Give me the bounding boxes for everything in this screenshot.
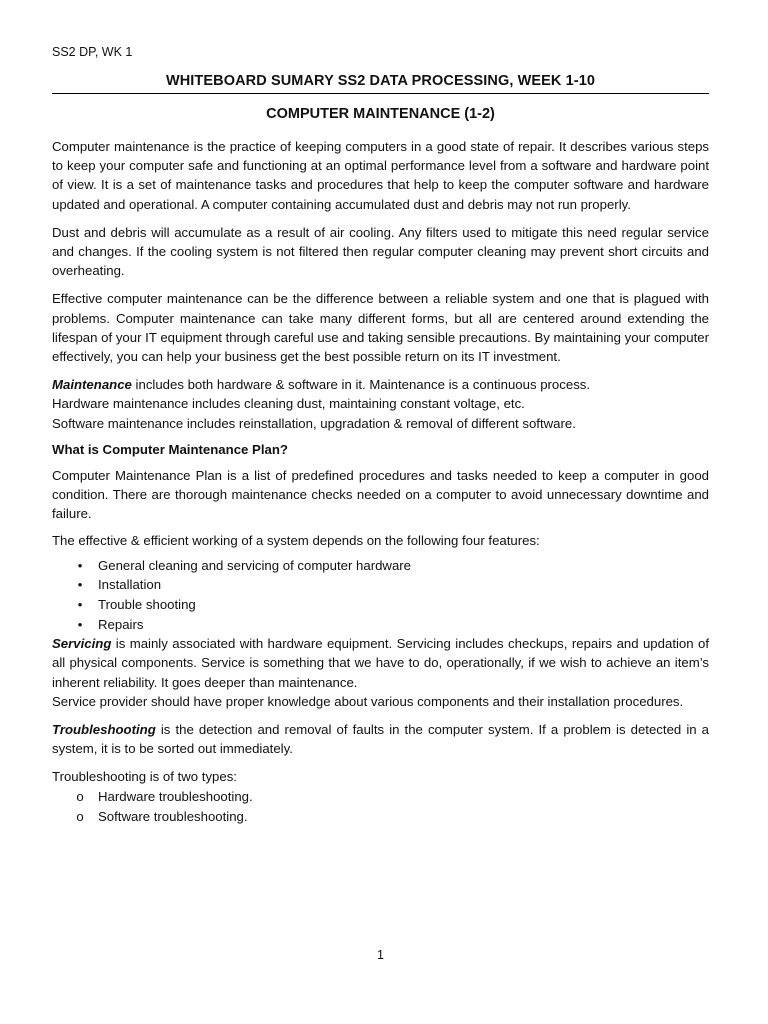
maintenance-line <box>52 375 709 394</box>
section-title: COMPUTER MAINTENANCE (1-2) <box>266 106 495 122</box>
paragraph-effective: Effective computer maintenance can be the difference between a reliable system and one that is plagued with problems. Computer maintenance can take many different forms, but all are centered around extending the lifespan of your IT equipment through careful use and taking sensible precautions. By maintaining your computer effectively, you can help your business get the best possible return on its IT investment. <box>52 291 709 365</box>
troubleshooting-term: Troubleshooting <box>52 722 156 738</box>
hardware-maintenance-line: Hardware maintenance includes cleaning dust, maintaining constant voltage, etc. <box>52 396 525 412</box>
header-course-code: SS2 DP, WK 1 <box>52 45 133 59</box>
features-list <box>52 556 709 634</box>
troubleshooting-description: is the detection and removal of faults in the computer system. If a problem is detected in a system, it is to be sorted out immediately. <box>52 722 709 757</box>
troubleshooting-types-list <box>52 787 709 828</box>
paragraph-plan: Computer Maintenance Plan is a list of predefined procedures and tasks needed to keep a computer in good condition. There are thorough maintenance checks needed on a computer to avoid unnecessary downtime and failure. <box>52 468 709 522</box>
paragraph-service-provider: Service provider should have proper knowledge about various components and their installation procedures. <box>52 693 684 709</box>
bullet-icon: • <box>77 616 83 632</box>
servicing-term: Servicing <box>52 636 112 652</box>
bullet-icon: • <box>77 577 83 593</box>
bullet-icon: • <box>77 557 83 573</box>
title-underline <box>52 93 709 94</box>
list-item: • Repairs <box>52 615 709 635</box>
paragraph-maintenance <box>52 375 709 433</box>
list-item: o Software troubleshooting. <box>52 807 709 828</box>
paragraph-troubleshooting <box>52 720 709 758</box>
list-item: • Trouble shooting <box>52 595 709 615</box>
paragraph-definition: Computer maintenance is the practice of keeping computers in a good state of repair. It describes various steps to keep your computer safe and functioning at an optimal performance level from a software and hardware point of view. It is a set of maintenance tasks and procedures that help to keep the computer software and hardware updated and operational. A computer containing accumulated dust and debris may not run properly. <box>52 139 709 212</box>
plan-heading: What is Computer Maintenance Plan? <box>52 441 288 457</box>
list-item: • Installation <box>52 575 709 595</box>
maintenance-description: includes both hardware & software in it. Maintenance is a continuous process. <box>131 377 591 393</box>
list-item: o Hardware troubleshooting. <box>52 787 709 808</box>
paragraph-dust: Dust and debris will accumulate as a result of air cooling. Any filters used to mitigate this need regular service and changes. If the cooling system is not filtered then regular computer cleaning may prevent short circuits and overheating. <box>52 224 709 279</box>
circle-bullet-icon: o <box>76 809 84 825</box>
document-page <box>52 0 709 1024</box>
troubleshooting-types-intro: Troubleshooting is of two types: <box>52 769 237 785</box>
document-title: WHITEBOARD SUMARY SS2 DATA PROCESSING, WEEK 1-10 <box>165 73 596 89</box>
servicing-description: is mainly associated with hardware equipment. Servicing includes checkups, repairs and updation of all physical components. Service is something that we have to do, operationally, if we wish to achieve an item’s inherent reliability. It goes deeper than maintenance. <box>52 636 709 690</box>
paragraph-servicing <box>52 634 709 692</box>
page-number: 1 <box>377 948 384 962</box>
software-maintenance-line: Software maintenance includes reinstallation, upgradation & removal of different software. <box>52 415 576 431</box>
features-intro: The effective & efficient working of a system depends on the following four features: <box>52 532 540 548</box>
circle-bullet-icon: o <box>76 788 84 804</box>
bullet-icon: • <box>77 597 83 613</box>
list-item: • General cleaning and servicing of computer hardware <box>52 556 709 576</box>
maintenance-term: Maintenance <box>52 377 132 393</box>
document-body <box>52 137 709 828</box>
